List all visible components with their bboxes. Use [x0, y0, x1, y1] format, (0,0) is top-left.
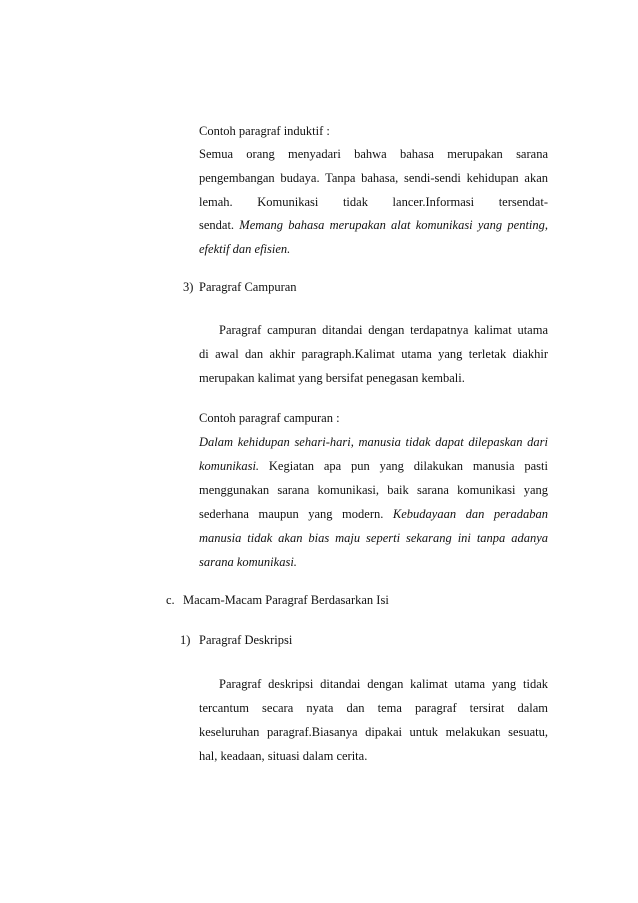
text-line: menggunakan sarana komunikasi, baik sarana komunikasi yang [199, 483, 548, 497]
text-line-mixed [199, 506, 548, 522]
text-line: lemah. Komunikasi tidak lancer.Informasi tersendat- [199, 195, 548, 209]
text-line: hal, keadaan, situasi dalam cerita. [199, 749, 368, 763]
italic-fragment: Memang bahasa merupakan alat komunikasi yang penting, [239, 218, 549, 232]
list-number: 1) [180, 633, 191, 647]
text-fragment: sederhana maupun yang modern. [199, 507, 384, 521]
italic-fragment: Kebudayaan dan peradaban [392, 507, 548, 521]
example-heading-campuran: Contoh paragraf campuran : [199, 411, 340, 425]
text-line: Paragraf deskripsi ditandai dengan kalimat utama yang tidak [219, 677, 548, 691]
text-fragment: sendat. [199, 218, 235, 232]
section-label: c. [166, 593, 175, 607]
text-line-mixed [199, 458, 548, 474]
text-fragment: Kegiatan apa pun yang dilakukan manusia pasti [268, 459, 548, 473]
section-title: Paragraf Campuran [199, 280, 297, 294]
text-line-italic: efektif dan efisien. [199, 242, 291, 256]
text-line: pengembangan budaya. Tanpa bahasa, sendi-sendi kehidupan akan [199, 171, 548, 185]
section-heading: Macam-Macam Paragraf Berdasarkan Isi [183, 593, 389, 607]
italic-fragment: komunikasi. [199, 459, 260, 473]
text-line: di awal dan akhir paragraph.Kalimat utama yang terletak diakhir [199, 347, 548, 361]
text-line: merupakan kalimat yang bersifat penegasan kembali. [199, 371, 465, 385]
text-line: Semua orang menyadari bahwa bahasa merupakan sarana [199, 147, 548, 161]
example-heading-induktif: Contoh paragraf induktif : [199, 124, 330, 138]
text-line: Paragraf campuran ditandai dengan terdapatnya kalimat utama [219, 323, 548, 337]
text-line: tercantum secara nyata dan tema paragraf tersirat dalam [199, 701, 548, 715]
text-line-italic: sarana komunikasi. [199, 555, 297, 569]
text-line: keseluruhan paragraf.Biasanya dipakai untuk melakukan sesuatu, [199, 725, 548, 739]
text-line-italic: Dalam kehidupan sehari-hari, manusia tidak dapat dilepaskan dari [199, 435, 548, 449]
text-line-italic: manusia tidak akan bias maju seperti sekarang ini tanpa adanya [199, 531, 548, 545]
section-title: Paragraf Deskripsi [199, 633, 293, 647]
text-line-mixed [199, 217, 548, 233]
list-number: 3) [183, 280, 194, 294]
